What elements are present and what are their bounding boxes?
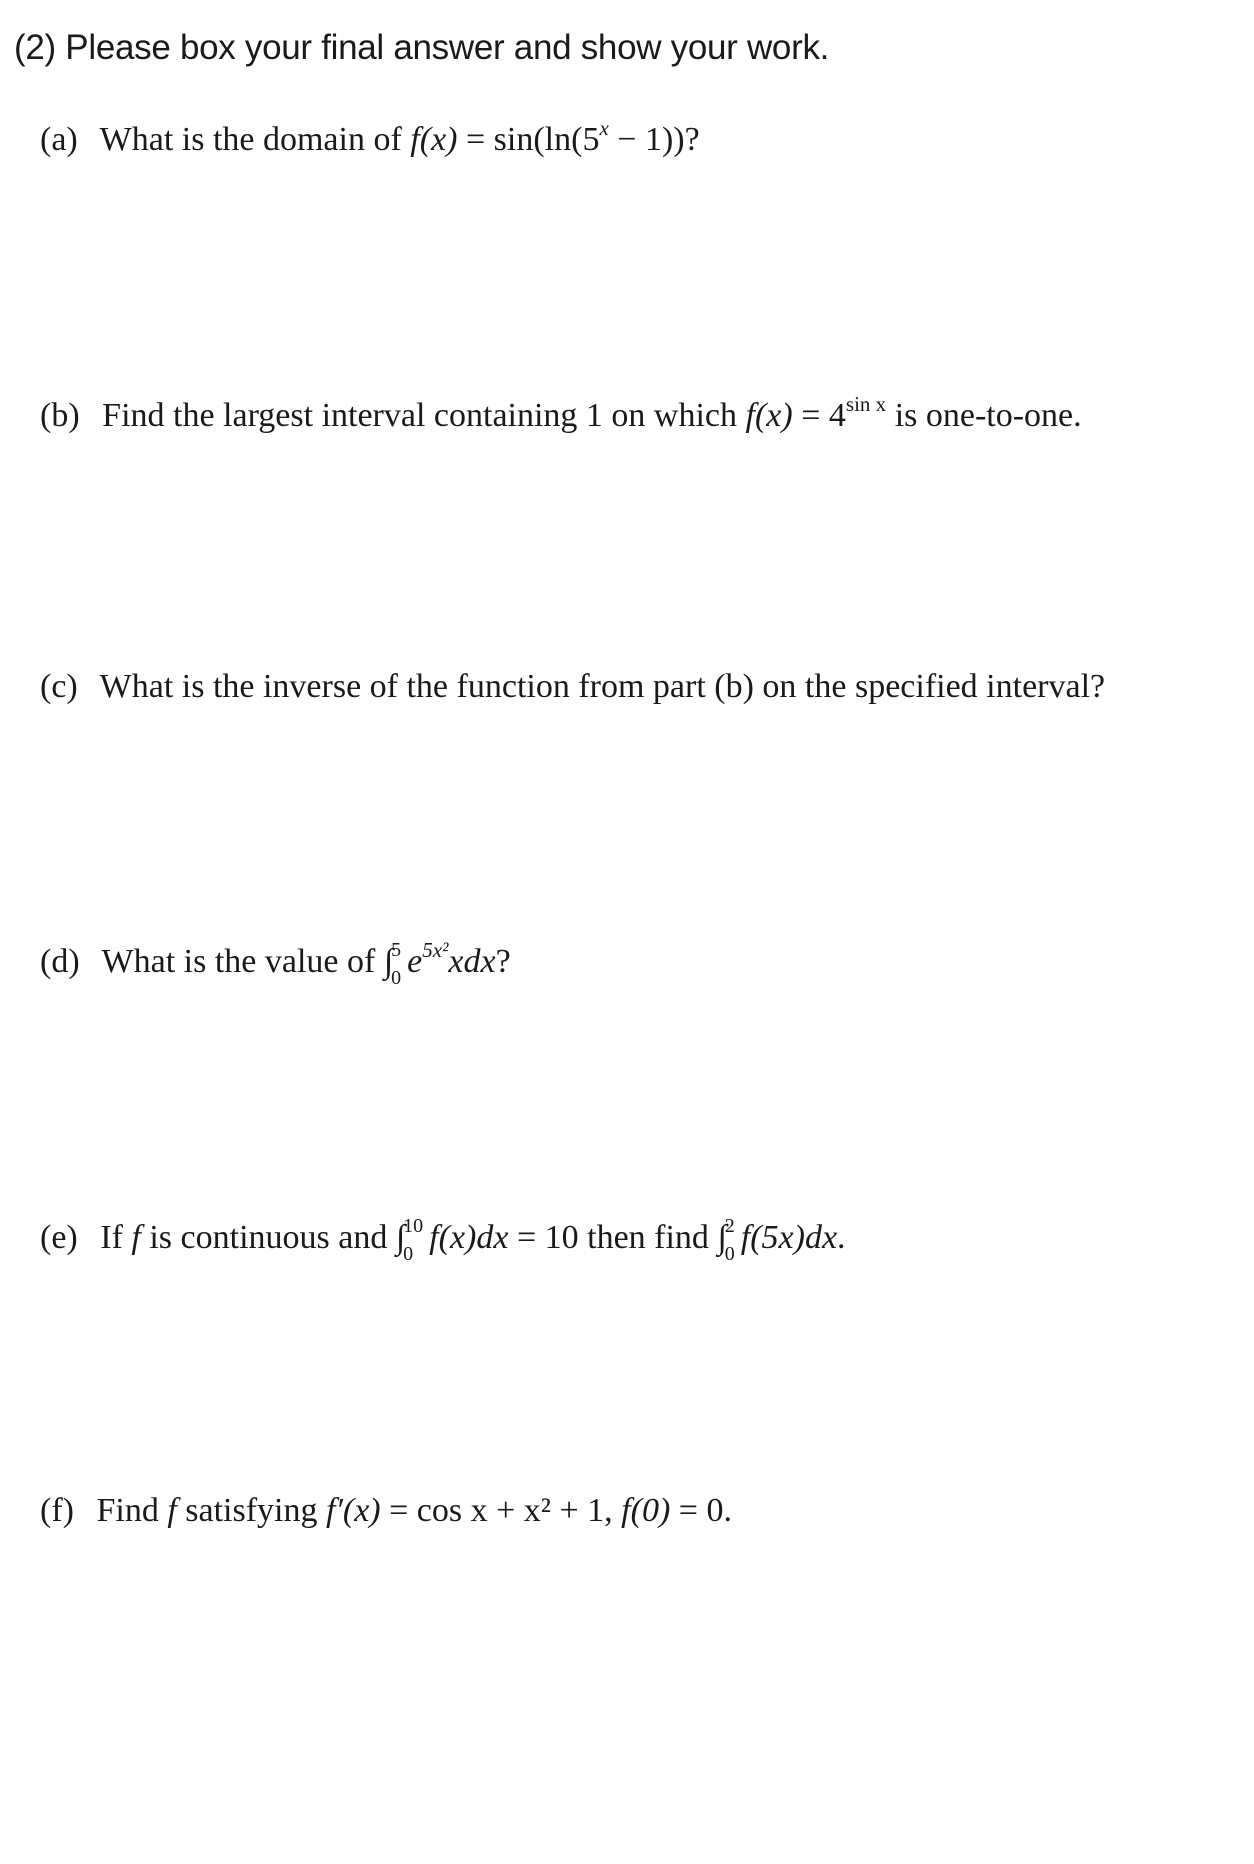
question-d-e: e (407, 943, 423, 980)
integral-limits (391, 940, 401, 988)
question-f-f0: f(0) (621, 1492, 671, 1529)
question-d (40, 940, 511, 988)
question-e-expr2: f(5x)dx (740, 1218, 838, 1256)
question-a-eq: = sin(ln(5 (457, 121, 600, 158)
question-a-text: What is the domain of (99, 121, 402, 158)
question-e-text2: is continuous and (149, 1218, 388, 1256)
integral-upper-limit: 10 (403, 1215, 424, 1237)
question-a-x: (x) (419, 121, 458, 158)
question-b-x: (x) (754, 397, 793, 434)
question-a-sup: x (599, 116, 609, 140)
page-heading: (2) Please box your final answer and show your work. (14, 28, 830, 67)
question-b-f: f (745, 397, 755, 434)
integral-upper-limit: 2 (724, 1215, 735, 1237)
question-a-label: (a) (40, 121, 78, 158)
integral-sign: ∫ (717, 1218, 727, 1256)
integral-limits (725, 1216, 735, 1264)
question-f-text2: satisfying (185, 1492, 318, 1529)
question-a-tail: − 1))? (608, 121, 700, 158)
question-e-expr1: f(x)dx (429, 1218, 509, 1256)
integral-lower-limit: 0 (391, 967, 402, 990)
question-b-label: (b) (40, 397, 80, 434)
question-f-text1: Find (96, 1492, 159, 1529)
integral-sign: ∫ (395, 1218, 406, 1256)
question-b-tail: is one-to-one. (886, 397, 1082, 434)
integral-limits (403, 1216, 423, 1264)
question-f-deriv: f′(x) (326, 1492, 381, 1529)
integral-sign: ∫ (383, 943, 394, 980)
question-c (40, 670, 1105, 704)
question-e-end: . (837, 1218, 846, 1256)
question-e-text1: If (100, 1218, 123, 1256)
question-a (40, 118, 700, 157)
question-d-text: What is the value of (101, 943, 376, 980)
question-b-text: Find the largest interval containing 1 on which (102, 397, 738, 434)
question-d-sup: 5x² (422, 938, 449, 962)
question-b (40, 394, 1082, 433)
question-d-q: ? (495, 943, 511, 980)
question-b-sup: sin x (845, 392, 887, 416)
question-f-f: f (167, 1492, 177, 1529)
question-d-tail: xdx (448, 943, 496, 980)
question-e (40, 1216, 846, 1264)
integral-upper-limit: 5 (391, 939, 402, 962)
question-f-eq: = cos x + x² + 1, (380, 1492, 613, 1529)
integral-lower-limit: 0 (724, 1243, 735, 1265)
question-e-f: f (131, 1218, 141, 1256)
question-c-text: What is the inverse of the function from part (b) on the specified interval? (99, 668, 1106, 705)
question-f-label: (f) (40, 1492, 74, 1529)
question-f (40, 1494, 732, 1528)
question-e-eq: = 10 then find (508, 1218, 709, 1256)
question-d-label: (d) (40, 943, 80, 980)
question-a-f: f (410, 121, 420, 158)
integral-lower-limit: 0 (403, 1243, 414, 1265)
question-f-end: = 0. (670, 1492, 732, 1529)
question-e-label: (e) (40, 1218, 78, 1256)
question-b-eq: = 4 (792, 397, 846, 434)
question-c-label: (c) (40, 668, 78, 705)
